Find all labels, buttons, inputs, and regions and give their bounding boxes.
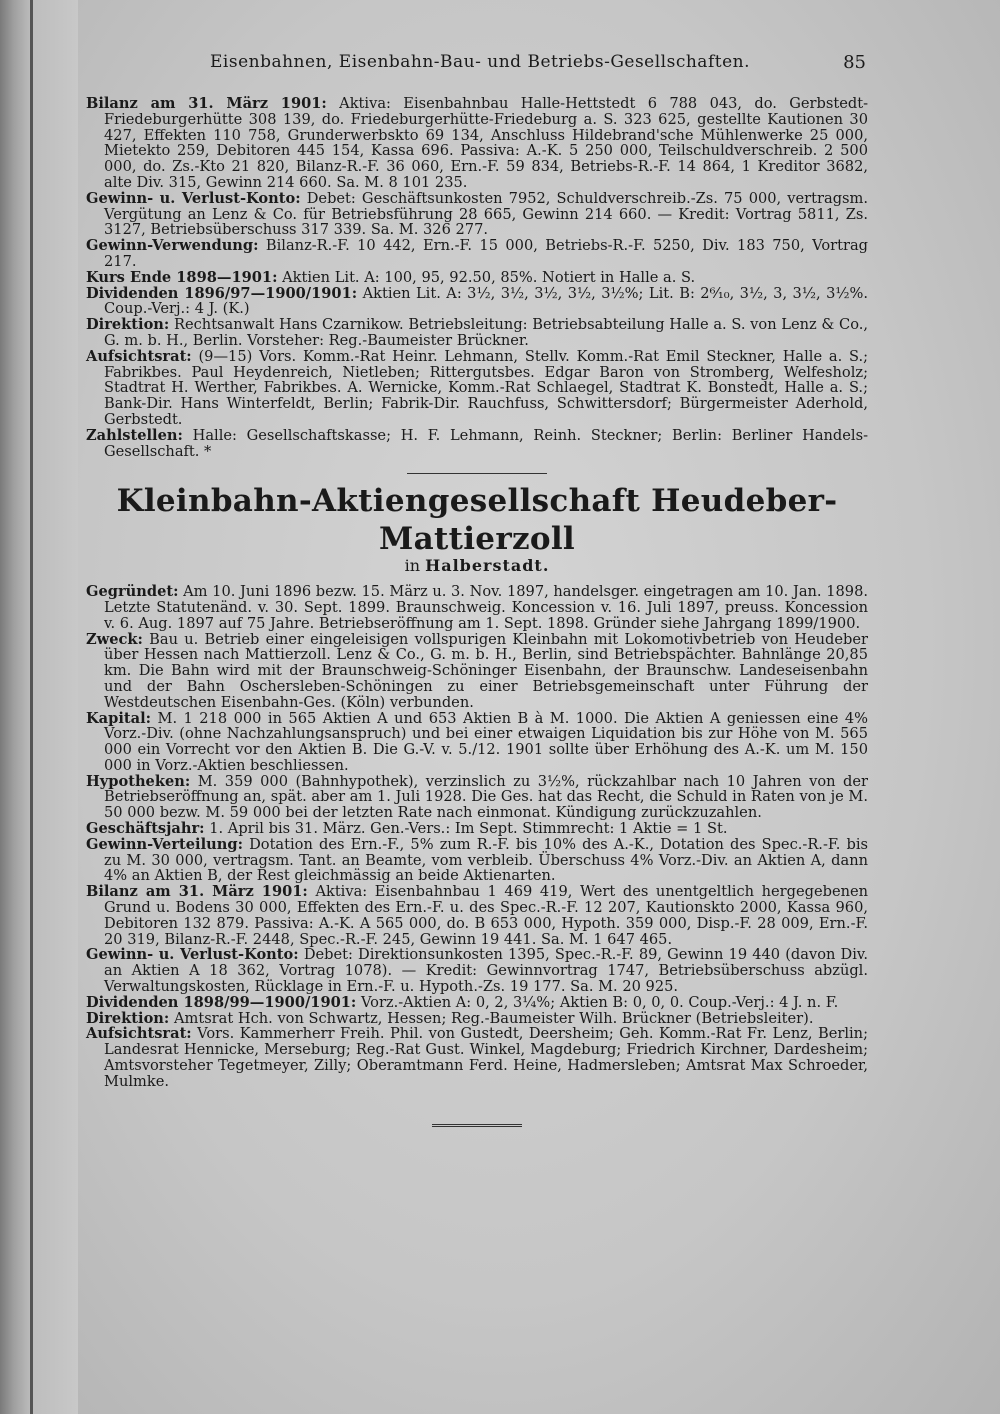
entry-kapital: Kapital: M. 1 218 000 in 565 Aktien A und 653 Aktien B à M. 1000. Die Aktien A geniessen eine 4% Vorz.-Div. (ohne Nachzahlungsanspruch) und bei einer etwaigen Liquidation bis zur Höhe von M. 565 000 ein Vorrecht vor den Aktien B. Die G.-V. v. 5./12. 1901 sollte über Erhöhung des A.-K. um M. 150 000 in Vorz.-Aktien beschliessen. — [86, 709, 869, 774]
page-edge-line — [30, 0, 33, 1414]
entry-gewinn-verlust: Gewinn- u. Verlust-Konto: Debet: Direktionsunkosten 1395, Spec.-R.-F. 89, Gewinn 19 440 (davon Div. an Aktien A 18 362, Vortrag 1078). — Kredit: Gewinnvortrag 1747, Betriebsüberschuss abzügl. Verwaltungskosten, Rücklage in Ern.-F. u. Hypoth.-Zs. 19 177. Sa. M. 20 925. — [86, 946, 869, 996]
running-title: Eisenbahnen, Eisenbahn-Bau- und Betriebs-Gesellschaften. — [210, 52, 750, 72]
previous-company-section — [86, 96, 868, 459]
entry-gewinn-verwendung: Gewinn-Verwendung: Bilanz-R.-F. 10 442, Ern.-F. 15 000, Betriebs-R.-F. 5250, Div. 183 750, Vortrag 217. — [86, 237, 868, 270]
page-body — [86, 96, 868, 1135]
binding-shadow — [0, 0, 78, 1414]
entry-gewinn-verteilung: Gewinn-Verteilung: Dotation des Ern.-F., 5% zum R.-F. bis 10% des A.-K., Dotation des Spec.-R.-F. bis zu M. 30 000, vertragsm. Tant. an Beamte, vom verbleib. Überschuss 4% Vorz.-Div. an Aktien A, dann 4% an Aktien B, der Rest gleichmässig an beide Aktienarten. — [86, 835, 868, 885]
entry-zahlstellen: Zahlstellen: Halle: Gesellschaftskasse; H. F. Lehmann, Reinh. Steckner; Berlin: Berliner Handels-Gesellschaft. * — [86, 426, 868, 460]
entry-aufsichtsrat: Aufsichtsrat: Vors. Kammerherr Freih. Phil. von Gustedt, Deersheim; Geh. Komm.-Rat Fr. Lenz, Berlin; Landesrat Hennicke, Merseburg; Reg.-Rat Gust. Winkel, Magdeburg; Friedrich Kirchner, Dardesheim; Amtsvorsteher Tegetmeyer, Zilly; Oberamtmann Ferd. Heine, Hadmersleben; Amtsrat Max Schroeder, Mulmke. — [86, 1025, 868, 1090]
entry-bilanz: Bilanz am 31. März 1901: Aktiva: Eisenbahnbau Halle-Hettstedt 6 788 043, do. Gerbstedt-Friedeburgerhütte 308 139, do. Friedeburgerhütte-Friedeburg a. S. 323 625, gestellte Kautionen 30 427, Effekten 110 758, Grunderwerbskto 69 134, Anschluss Hildebrand'sche Mühlenwerke 25 000, Mietekto 259, Debitoren 445 154, Kassa 696. Passiva: A.-K. 5 250 000, Teilschuldverschreib. 2 500 000, do. Zs.-Kto 21 820, Bilanz-R.-F. 36 060, Ern.-F. 59 834, Betriebs-R.-F. 14 864, 1 Kreditor 3682, alte Div. 315, Gewinn 214 660. Sa. M. 8 101 235. — [86, 95, 869, 191]
entry-direktion: Direktion: Amtsrat Hch. von Schwartz, Hessen; Reg.-Baumeister Wilh. Brückner (Betriebsleiter). — [86, 1009, 814, 1027]
section-divider — [407, 473, 547, 474]
entry-bilanz: Bilanz am 31. März 1901: Aktiva: Eisenbahnbau 1 469 419, Wert des unentgeltlich hergegebenen Grund u. Bodens 30 000, Effekten des Ern.-F. u. des Spec.-R.-F. 12 207, Kautionskto 2000, Kassa 960, Debitoren 132 879. Passiva: A.-K. A 565 000, do. B 653 000, Hypoth. 359 000, Disp.-F. 28 009, Ern.-F. 20 319, Bilanz-R.-F. 2448, Spec.-R.-F. 245, Gewinn 19 441. Sa. M. 1 647 465. — [86, 883, 869, 948]
entry-geschaeftsjahr: Geschäftsjahr: 1. April bis 31. März. Gen.-Vers.: Im Sept. Stimmrecht: 1 Aktie = 1 St. — [86, 820, 728, 838]
entry-dividenden: Dividenden 1898/99—1900/1901: Vorz.-Aktien A: 0, 2, 3¼%; Aktien B: 0, 0, 0. Coup.-Verj.: 4 J. n. F. — [86, 993, 839, 1011]
entry-direktion: Direktion: Rechtsanwalt Hans Czarnikow. Betriebsleitung: Betriebsabteilung Halle a. S. von Lenz & Co., G. m. b. H., Berlin. Vorsteher: Reg.-Baumeister Brückner. — [86, 316, 868, 349]
entry-dividenden: Dividenden 1896/97—1900/1901: Aktien Lit. A: 3½, 3½, 3½, 3½, 3½%; Lit. B: 2⁶⁄₁₀, 3½, 3, 3½, 3½%. Coup.-Verj.: 4 J. (K.) — [86, 284, 868, 318]
company-section — [86, 584, 868, 1090]
entry-kurs: Kurs Ende 1898—1901: Aktien Lit. A: 100, 95, 92.50, 85%. Notiert in Halle a. S. — [86, 268, 696, 286]
entry-hypotheken: Hypotheken: M. 359 000 (Bahnhypothek), verzinslich zu 3½%, rückzahlbar nach 10 Jahren von der Betriebseröffnung an, spät. aber am 1. Juli 1928. Die Ges. hat das Recht, die Schuld in Raten von je M. 50 000 bezw. M. 59 000 bei der letzten Rate nach einmonat. Kündigung zurückzuzahlen. — [86, 772, 868, 822]
entry-aufsichtsrat: Aufsichtsrat: (9—15) Vors. Komm.-Rat Heinr. Lehmann, Stellv. Komm.-Rat Emil Steckner, Halle a. S.; Fabrikbes. Paul Heydenreich, Nietleben; Rittergutsbes. Edgar Baron von Stromberg, Welfesholz; Stadtrat H. Werther, Fabrikbes. A. Wernicke, Komm.-Rat Schlaegel, Stadtrat K. Bonstedt, Halle a. S.; Bank-Dir. Hans Winterfeldt, Berlin; Fabrik-Dir. Rauchfuss, Schwittersdorf; Bürgermeister Aderhold, Gerbstedt. — [86, 347, 869, 428]
page-number: 85 — [843, 52, 866, 73]
end-divider — [432, 1124, 522, 1127]
entry-gewinn-verlust: Gewinn- u. Verlust-Konto: Debet: Geschäftsunkosten 7952, Schuldverschreib.-Zs. 75 000, vertragsm. Vergütung an Lenz & Co. für Betriebsführung 28 665, Gewinn 214 660. — Kredit: Vortrag 5811, Zs. 3127, Betriebsüberschuss 317 339. Sa. M. 326 277. — [86, 189, 869, 239]
company-title: Kleinbahn-Aktiengesellschaft Heudeber-Mattierzoll — [116, 483, 838, 558]
entry-gegruendet: Gegründet: Am 10. Juni 1896 bezw. 15. März u. 3. Nov. 1897, handelsger. eingetragen am 10. Jan. 1898. Letzte Statutenänd. v. 30. Sept. 1899. Braunschweig. Koncession v. 16. Juli 1897, preuss. Koncession v. 6. Aug. 1897 auf 75 Jahre. Betriebseröffnung am 1. Sept. 1898. Gründer siehe Jahrgang 1899/1900. — [86, 583, 868, 632]
entry-zweck: Zweck: Bau u. Betrieb einer eingeleisigen vollspurigen Kleinbahn mit Lokomotivbetrieb von Heudeber über Hessen nach Mattierzoll. Lenz & Co., G. m. b. H., Berlin, sind Betriebspächter. Bahnlänge 20,85 km. Die Bahn wird mit der Braunschweig-Schöninger Eisenbahn, der Braunschw. Landeseisenbahn und der Bahn Oschersleben-Schöningen zu einer Betriebsgemeinschaft unter Führung der Westdeutschen Eisenbahn-Ges. (Köln) verbunden. — [86, 630, 868, 711]
company-location: in Halberstadt. — [404, 556, 550, 576]
